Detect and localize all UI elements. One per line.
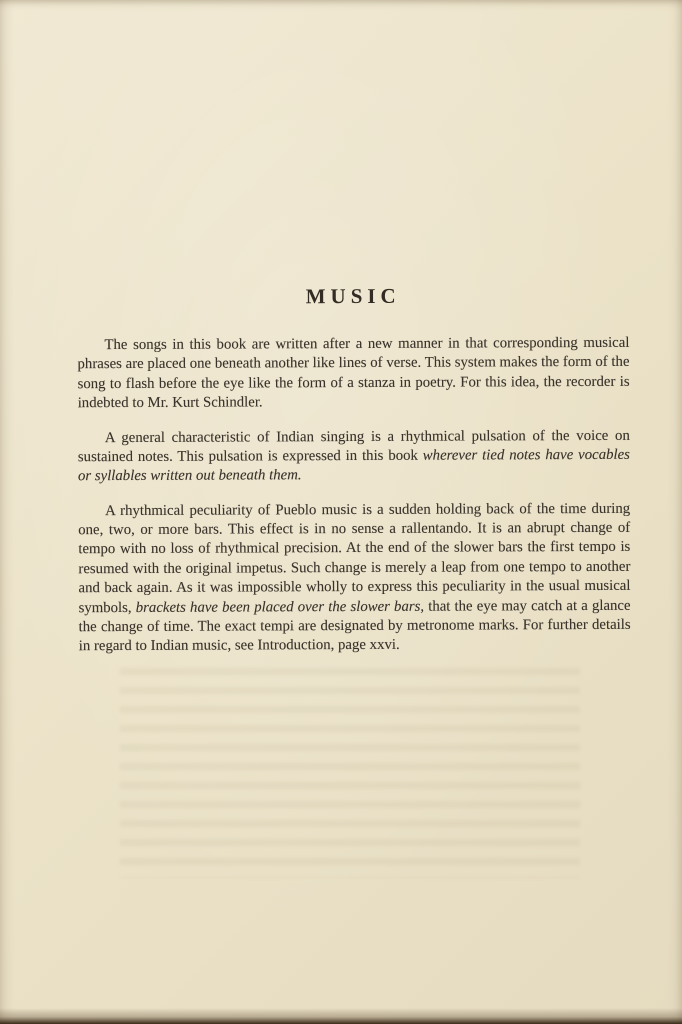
paragraph <box>77 334 629 414</box>
page-bottom-edge <box>0 1008 682 1024</box>
text-segment: A rhythmical peculiarity of Pueblo music is a sudden holding back of the time during one, two, or more bars. This effect is in no sense a rallentando. It is an abrupt change of tempo with no loss of rhythmical precision. At the end of the slower bars the first tempo is resumed with the original impetus. Such change is merely a leap from one tempo to another and back again. As it was impossible wholly to express this peculiarity in the usual musical symbols, <box>78 500 631 616</box>
text-segment: wherever tied notes have vocables or syllables written out beneath them. <box>77 446 630 485</box>
paragraph <box>78 426 630 487</box>
text-segment: The songs in this book are written after a new manner in that corresponding musical phrases are placed one beneath another like lines of verse. This system makes the form of the song to flash before the eye like the form of a stanza in poetry. For this idea, the recorder is indebted to Mr. Kurt Schindler. <box>77 334 630 412</box>
page-title: MUSIC <box>305 283 401 309</box>
page-text-block <box>77 283 631 672</box>
text-segment: brackets have been placed over the slower bars, <box>135 598 425 616</box>
text-segment: A general characteristic of Indian singing is a rhythmical pulsation of the voice on sustained notes. This pulsation is expressed in this book <box>77 427 630 466</box>
page-showthrough <box>120 668 580 878</box>
page-body <box>77 334 630 657</box>
paragraph <box>78 499 631 656</box>
text-segment: that the eye may catch at a glance the change of time. The exact tempi are designated by metronome marks. For further details in regard to Indian music, see Introduction, page xxvi. <box>78 597 631 655</box>
